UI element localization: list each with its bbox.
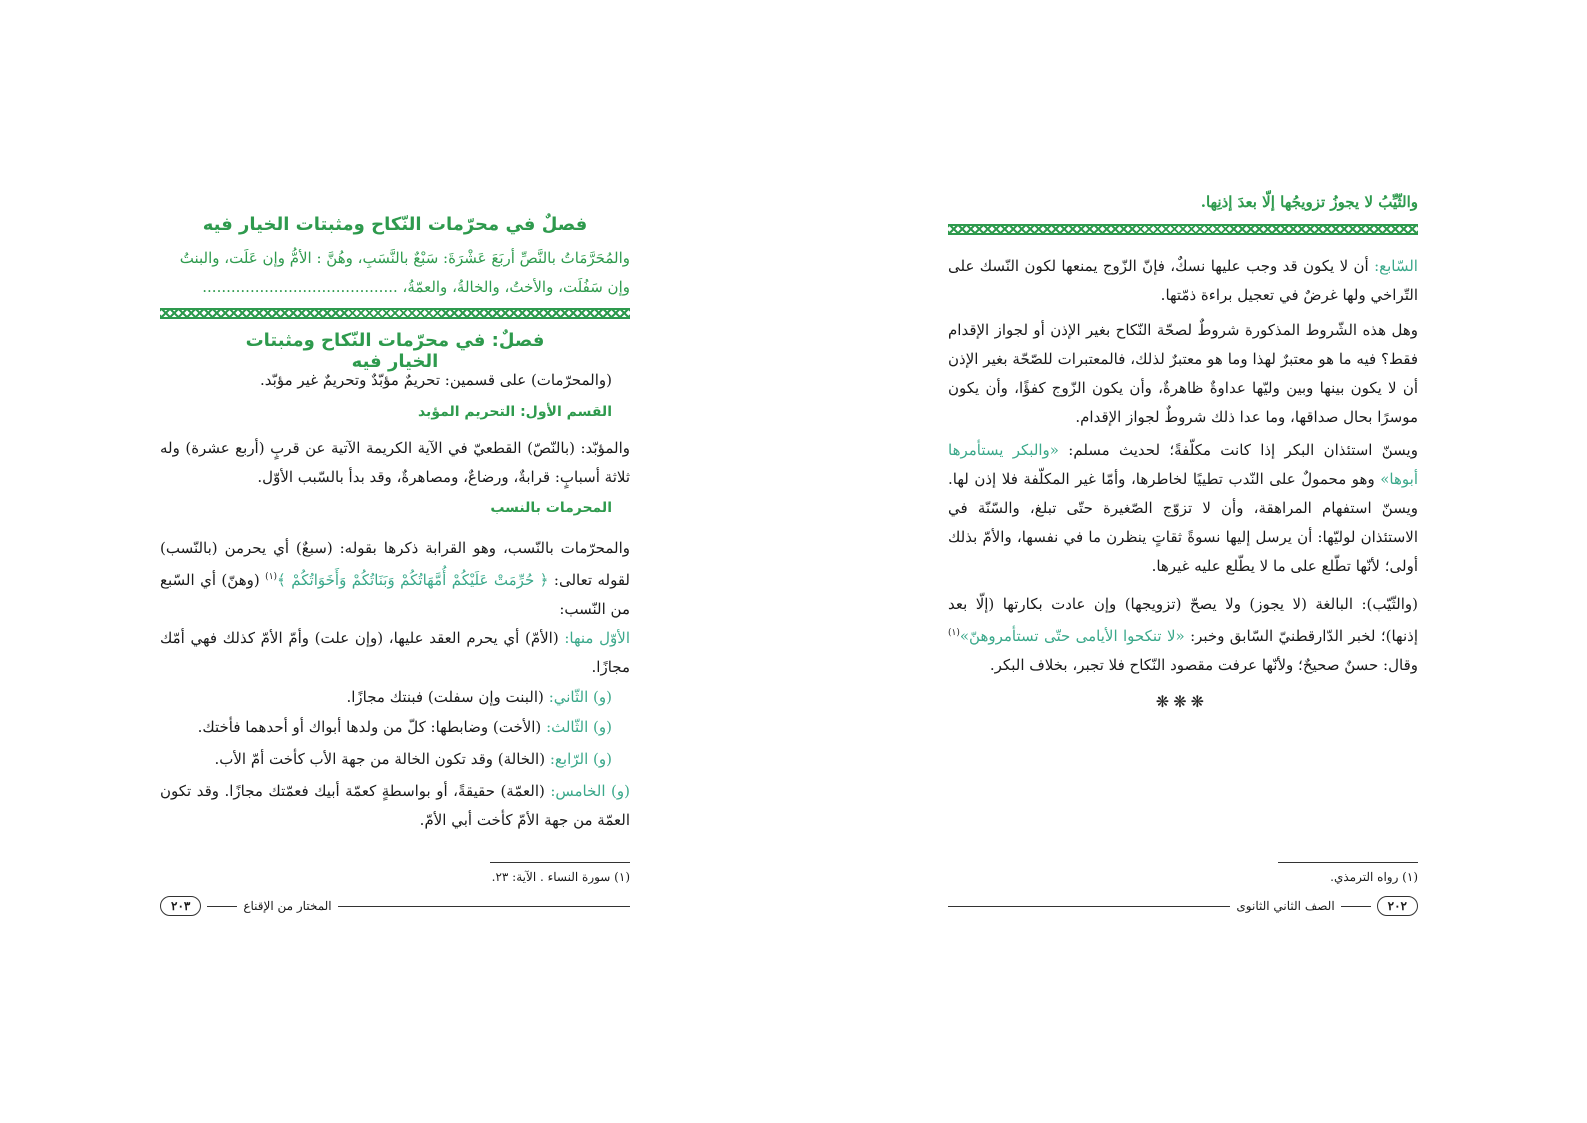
page-footer <box>160 896 630 916</box>
footer-title: المختار من الإقناع <box>243 899 332 913</box>
footer-rule <box>948 906 1230 907</box>
ornament-divider <box>160 308 630 319</box>
chapter-title-top: فصلٌ في محرّمات النّكاح ومثبتات الخيار فيه <box>202 214 588 235</box>
fifth-label: الخامس: <box>550 782 606 800</box>
footer-title: الصف الثاني الثانوى <box>1236 899 1335 913</box>
paragraph-conditions: وهل هذه الشّروط المذكورة شروطٌ لصحّة النّكاح بغير الإذن أو لجواز الإقدام فقط؟ فيه ما هو معتبرٌ لهذا وما هو معتبرٌ لذلك، فالمعتبرات للصّحّة بغير الإذن أن لا يكون بينها وبين وليّها عداوةٌ ظاهرةٌ، وأن يكون الزّوج كفؤًا، وأن يكون موسرًا بحال صداقها، وما عدا ذلك شروطٌ لجواز الإقدام. <box>948 321 1418 426</box>
third-text: (الأخت) وضابطها: كلّ من ولدها أبواك أو أحدهما فأختك. <box>197 718 542 736</box>
item-fourth <box>160 745 612 774</box>
matn-thayyib: والثّيِّبُ لا يجوزُ تزويجُها إلّا بعدَ إذنِها. <box>1200 193 1418 211</box>
footnote: (١) سورة النساء . الآية: ٢٣. <box>491 870 630 884</box>
matn-line-1: والمُحَرَّمَاتُ بالنَّصِّ أربَعَ عَشْرَةَ: سَبْعٌ بالنَّسَبِ، وهُنَّ : الأمُّ وإن عَلَت، والبنتُ <box>179 249 630 267</box>
footer-rule-short <box>207 906 237 907</box>
page-number: ٢٠٢ <box>1377 896 1418 916</box>
page-footer <box>948 896 1418 916</box>
thayyib-text-1: (والثّيّب): البالغة (لا يجوز) ولا يصحّ (تزويجها) وإن عادت بكارتها (إلّا بعد إذنها)؛ لخبر الدّارقطنيّ السّابق وخبر: <box>948 595 1418 645</box>
seventh-label: السّابع: <box>1374 257 1418 275</box>
item-second <box>160 683 612 712</box>
fourth-label: الرّابع: <box>549 750 589 768</box>
hadith-ref: (١) <box>948 628 960 638</box>
paragraph-bikr <box>948 436 1418 581</box>
fifth-text: (العمّة) حقيقةً، أو بواسطةٍ كعمّة أبيك فعمّتك مجازًا. وقد تكون العمّة من جهة الأمّ كأخت أبي الأمّ. <box>160 782 630 829</box>
first-text: (الأمّ) أي يحرم العقد عليها، (وإن علت) وأمّ الأمّ كذلك فهي أمّك مجازًا. <box>160 629 630 676</box>
hadith-bikr: «والبكر يستأمرها أبوها» <box>948 441 1418 488</box>
second-text: (البنت وإن سفلت) فبنتك مجازًا. <box>346 688 544 706</box>
third-label: الثّالث: <box>546 718 589 736</box>
thayyib-text-2: وقال: حسنٌ صحيحٌ؛ ولأنّها عرفت مقصود النّكاح فلا تجبر، بخلاف البكر. <box>989 656 1418 674</box>
paragraph-muabbad: والمؤبّد: (بالنّصّ) القطعيّ في الآية الكريمة الآتية عن قربٍ (أربع عشرة) وله ثلاثة أسبابٍ: قرابةٌ، ورضاعٌ، ومصاهرةٌ، وقد بدأ بالسّبب الأوّل. <box>160 439 630 486</box>
seventh-text: أن لا يكون قد وجب عليها نسكٌ، فإنّ الزّوج يمنعها لكون النّسك على التّراخي ولها غرضٌ في تعجيل براءة ذمّتها. <box>948 257 1418 304</box>
hadith-ayama: «لا تنكحوا الأيامى حتّى تستأمروهنّ» <box>959 627 1185 645</box>
subheading-nasab: المحرمات بالنسب <box>490 500 612 516</box>
second-prefix: (و) <box>593 688 612 706</box>
quran-ref: (١) <box>265 572 278 582</box>
subheading-muabbad: القسم الأول: التحريم المؤبد <box>417 404 612 420</box>
paragraph-thayyib <box>948 590 1418 680</box>
fourth-prefix: (و) <box>593 750 612 768</box>
footer-rule <box>338 906 630 907</box>
second-label: الثّاني: <box>548 688 589 706</box>
chapter-title: فصلٌ: في محرّمات النّكاح ومثبتات الخيار فيه <box>245 330 545 372</box>
item-third <box>160 713 612 742</box>
item-first <box>160 624 630 682</box>
third-prefix: (و) <box>593 718 612 736</box>
page-number: ٢٠٣ <box>160 896 201 916</box>
nasab-text-2: (وهنّ) أي السّبع من النّسب: <box>160 571 630 618</box>
ornament-divider <box>948 224 1418 235</box>
paragraph-seventh <box>948 252 1418 310</box>
paragraph-nasab <box>160 534 630 624</box>
bikr-text-2: وهو محمولٌ على النّدب تطييًا لخاطرها، وأمّا غير المكلّفة فلا إذن لها. ويسنّ استفهام المراهقة، وأن لا تزوّج الصّغيرة حتّى تبلغ، والسّنّة في الاستئذان لوليّها: أن يرسل إليها نسوةً ثقاتٍ ينظرن ما في نفسها، والأمّ بذلك أولى؛ لأنّها تطّلع على ما لا يطّلع عليه غيرها. <box>948 470 1418 575</box>
paragraph-intro: (والمحرّمات) على قسمين: تحريمٌ مؤبّدٌ وتحريمٌ غير مؤبّد. <box>260 371 612 389</box>
quran-verse: ﴿ حُرِّمَتْ عَلَيْكُمْ أُمَّهَاتُكُمْ وَبَنَاتُكُمْ وَأَخَوَاتُكُمْ ﴾ <box>277 571 549 589</box>
bikr-text-1: ويسنّ استئذان البكر إذا كانت مكلّفةً؛ لحديث مسلم: <box>1068 441 1418 459</box>
fifth-prefix: (و) <box>611 782 630 800</box>
nasab-text-1: والمحرّمات بالنّسب، وهو القرابة ذكرها بقوله: (سبعٌ) أي يحرمن (بالنّسب) لقوله تعالى: <box>160 539 630 589</box>
footnote: (١) رواه الترمذي. <box>1330 870 1418 884</box>
first-label: الأوّل منها: <box>564 629 630 647</box>
item-fifth <box>160 777 630 835</box>
footer-rule-short <box>1341 906 1371 907</box>
matn-line-2: وإن سَفُلَت، والأختُ، والخالةُ، والعمّةُ، ......................................... <box>202 278 630 296</box>
fourth-text: (الخالة) وقد تكون الخالة من جهة الأب كأخت أمّ الأب. <box>214 750 546 768</box>
section-end-stars: ❋❋❋ <box>1155 692 1208 711</box>
footnote-separator <box>1278 862 1418 863</box>
footnote-separator <box>490 862 630 863</box>
